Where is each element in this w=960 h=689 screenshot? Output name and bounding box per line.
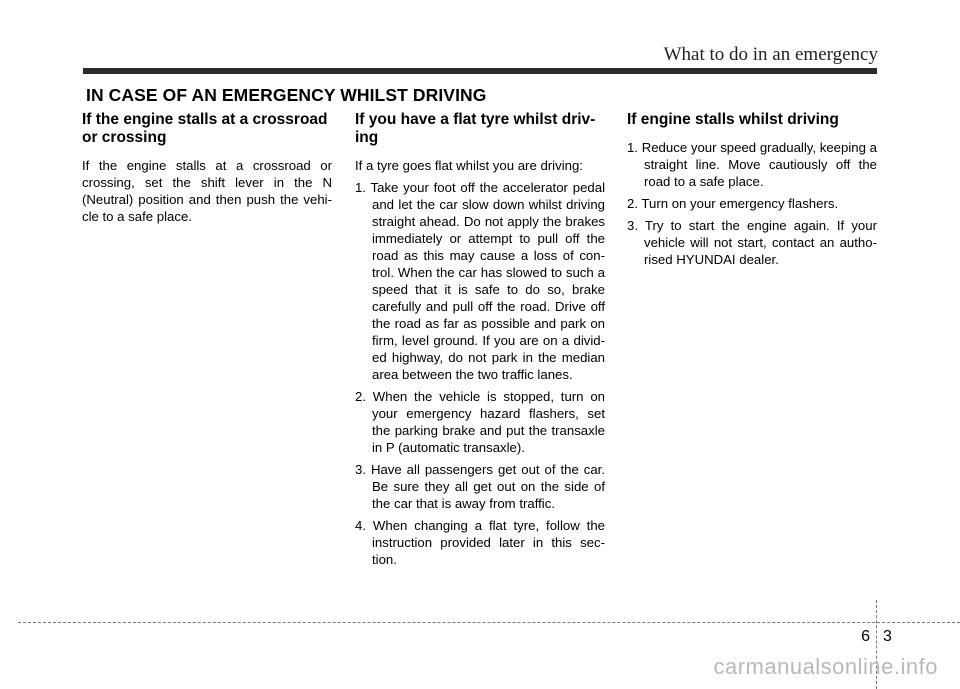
flat-tyre-step: 2. When the vehicle is stopped, turn on your emergency hazard flashers, set the parking brake and put the transaxle in P (automatic transaxle). (355, 389, 605, 455)
flat-tyre-intro: If a tyre goes flat whilst you are driving: (355, 158, 583, 173)
flat-tyre-step: 4. When changing a flat tyre, follow the instruction provided later in this sec-tion. (355, 518, 605, 567)
footer-rule (18, 622, 960, 623)
header-title: What to do in an emergency (663, 44, 878, 65)
section-heading: IN CASE OF AN EMERGENCY WHILST DRIVING (86, 85, 487, 105)
crossroad-text: If the engine stalls at a crossroad or crossing, set the shift lever in the N (Neutral) position and then push the vehi-cle to a safe place. (82, 158, 332, 224)
column-engine-stalls-driving (627, 111, 877, 273)
flat-tyre-steps (355, 179, 605, 568)
header-rule (83, 68, 877, 74)
engine-stalls-steps (627, 139, 877, 268)
engine-stalls-step: 2. Turn on your emergency flashers. (627, 196, 839, 211)
chapter-number: 6 (861, 628, 870, 645)
flat-tyre-heading: If you have a flat tyre whilst driv-ing (355, 111, 596, 146)
engine-stalls-heading: If engine stalls whilst driving (627, 111, 839, 128)
engine-stalls-step: 1. Reduce your speed gradually, keeping a straight line. Move cautiously off the road to a safe place. (627, 140, 877, 189)
watermark: carmanualsonline.info (713, 654, 938, 679)
column-engine-stalls-crossroad (82, 111, 332, 230)
flat-tyre-step: 3. Have all passengers get out of the car. Be sure they all get out on the side of the car that is away from traffic. (355, 462, 605, 511)
engine-stalls-step: 3. Try to start the engine again. If your vehicle will not start, contact an autho-rised HYUNDAI dealer. (627, 218, 877, 267)
column-flat-tyre (355, 111, 605, 573)
flat-tyre-step: 1. Take your foot off the accelerator pedal and let the car slow down whilst driving straight ahead. Do not apply the brakes immediately or attempt to pull off the road as this may cause a loss of con-trol. When the car has slowed to such a speed that it is safe to do so, brake carefully and pull off the road. Drive off the road as far as possible and park on firm, level ground. If you are on a divid-ed highway, do not park in the median area between the two traffic lanes. (355, 180, 605, 382)
crossroad-heading: If the engine stalls at a crossroad or crossing (82, 111, 328, 146)
page-number: 3 (883, 628, 892, 645)
